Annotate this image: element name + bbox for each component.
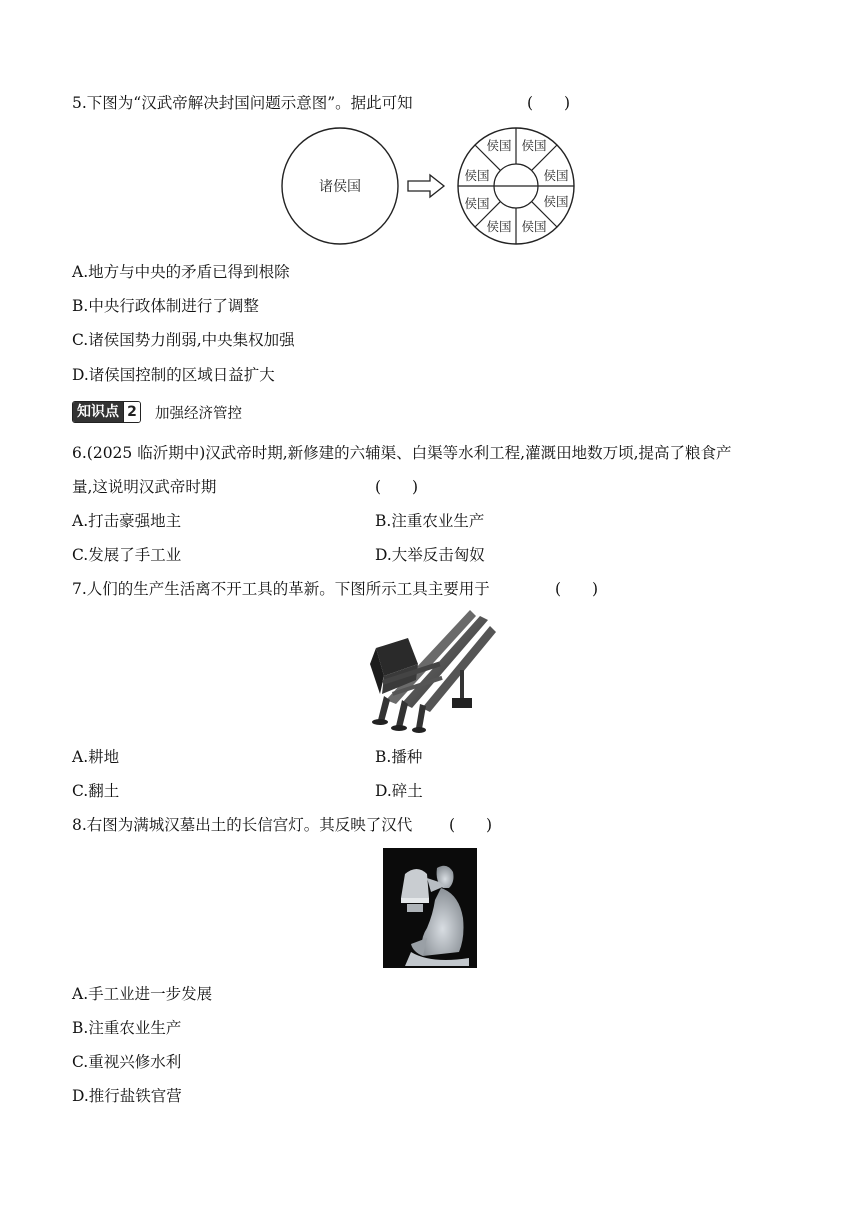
q5-option-b: B.中央行政体制进行了调整 — [72, 297, 259, 315]
section-title: 加强经济管控 — [155, 405, 242, 422]
q5-diagram-sector-label: 侯国 — [464, 196, 490, 211]
arrow-right-icon — [408, 175, 444, 197]
badge-label: 知识点 — [73, 402, 123, 422]
q6-stem-line1: 6.(2025 临沂期中)汉武帝时期,新修建的六辅渠、白渠等水利工程,灌溉田地数万顷,提高了粮食产 — [72, 444, 732, 462]
q5-diagram-sector-label: 侯国 — [464, 168, 490, 183]
q5-stem: 5.下图为“汉武帝解决封国问题示意图”。据此可知 — [72, 94, 413, 112]
q6-answer-bracket: ( ) — [375, 478, 419, 496]
q8-option-d: D.推行盐铁官营 — [72, 1087, 182, 1105]
q8-option-b: B.注重农业生产 — [72, 1019, 182, 1037]
q8-stem: 8.右图为满城汉墓出土的长信宫灯。其反映了汉代 — [72, 816, 413, 834]
q5-option-c: C.诸侯国势力削弱,中央集权加强 — [72, 331, 295, 349]
section-header — [72, 402, 242, 422]
changxin-palace-lamp-image — [383, 848, 477, 968]
q6-option-c: C.发展了手工业 — [72, 546, 182, 564]
q5-diagram-sector-label: 侯国 — [486, 138, 512, 153]
q7-option-d: D.碎土 — [375, 782, 423, 800]
q5-option-d: D.诸侯国控制的区域日益扩大 — [72, 366, 275, 384]
q5-diagram-sector-label: 侯国 — [543, 194, 569, 209]
seed-drill-image — [362, 608, 502, 736]
q5-diagram-sector-label: 侯国 — [521, 138, 547, 153]
q7-option-c: C.翻土 — [72, 782, 120, 800]
q5-answer-bracket: ( ) — [527, 94, 571, 112]
q5-diagram-sector-label: 侯国 — [521, 219, 547, 234]
badge-number: 2 — [123, 402, 140, 422]
q8-answer-bracket: ( ) — [449, 816, 493, 834]
q6-option-d: D.大举反击匈奴 — [375, 546, 485, 564]
q6-option-a: A.打击豪强地主 — [72, 512, 182, 530]
q8-option-a: A.手工业进一步发展 — [72, 985, 213, 1003]
q8-option-c: C.重视兴修水利 — [72, 1053, 182, 1071]
q5-diagram-sector-label: 侯国 — [486, 219, 512, 234]
q5-option-a: A.地方与中央的矛盾已得到根除 — [72, 263, 290, 281]
q7-answer-bracket: ( ) — [555, 580, 599, 598]
q6-option-b: B.注重农业生产 — [375, 512, 485, 530]
q5-diagram — [280, 124, 580, 246]
q7-option-b: B.播种 — [375, 748, 423, 766]
q5-diagram-right-circle — [458, 128, 574, 244]
q7-option-a: A.耕地 — [72, 748, 120, 766]
knowledge-point-badge — [72, 401, 141, 423]
q7-stem: 7.人们的生产生活离不开工具的革新。下图所示工具主要用于 — [72, 580, 490, 598]
q6-stem-line2: 量,这说明汉武帝时期 — [72, 478, 217, 496]
q5-diagram-sector-label: 侯国 — [543, 168, 569, 183]
q5-diagram-left-label: 诸侯国 — [319, 179, 361, 195]
